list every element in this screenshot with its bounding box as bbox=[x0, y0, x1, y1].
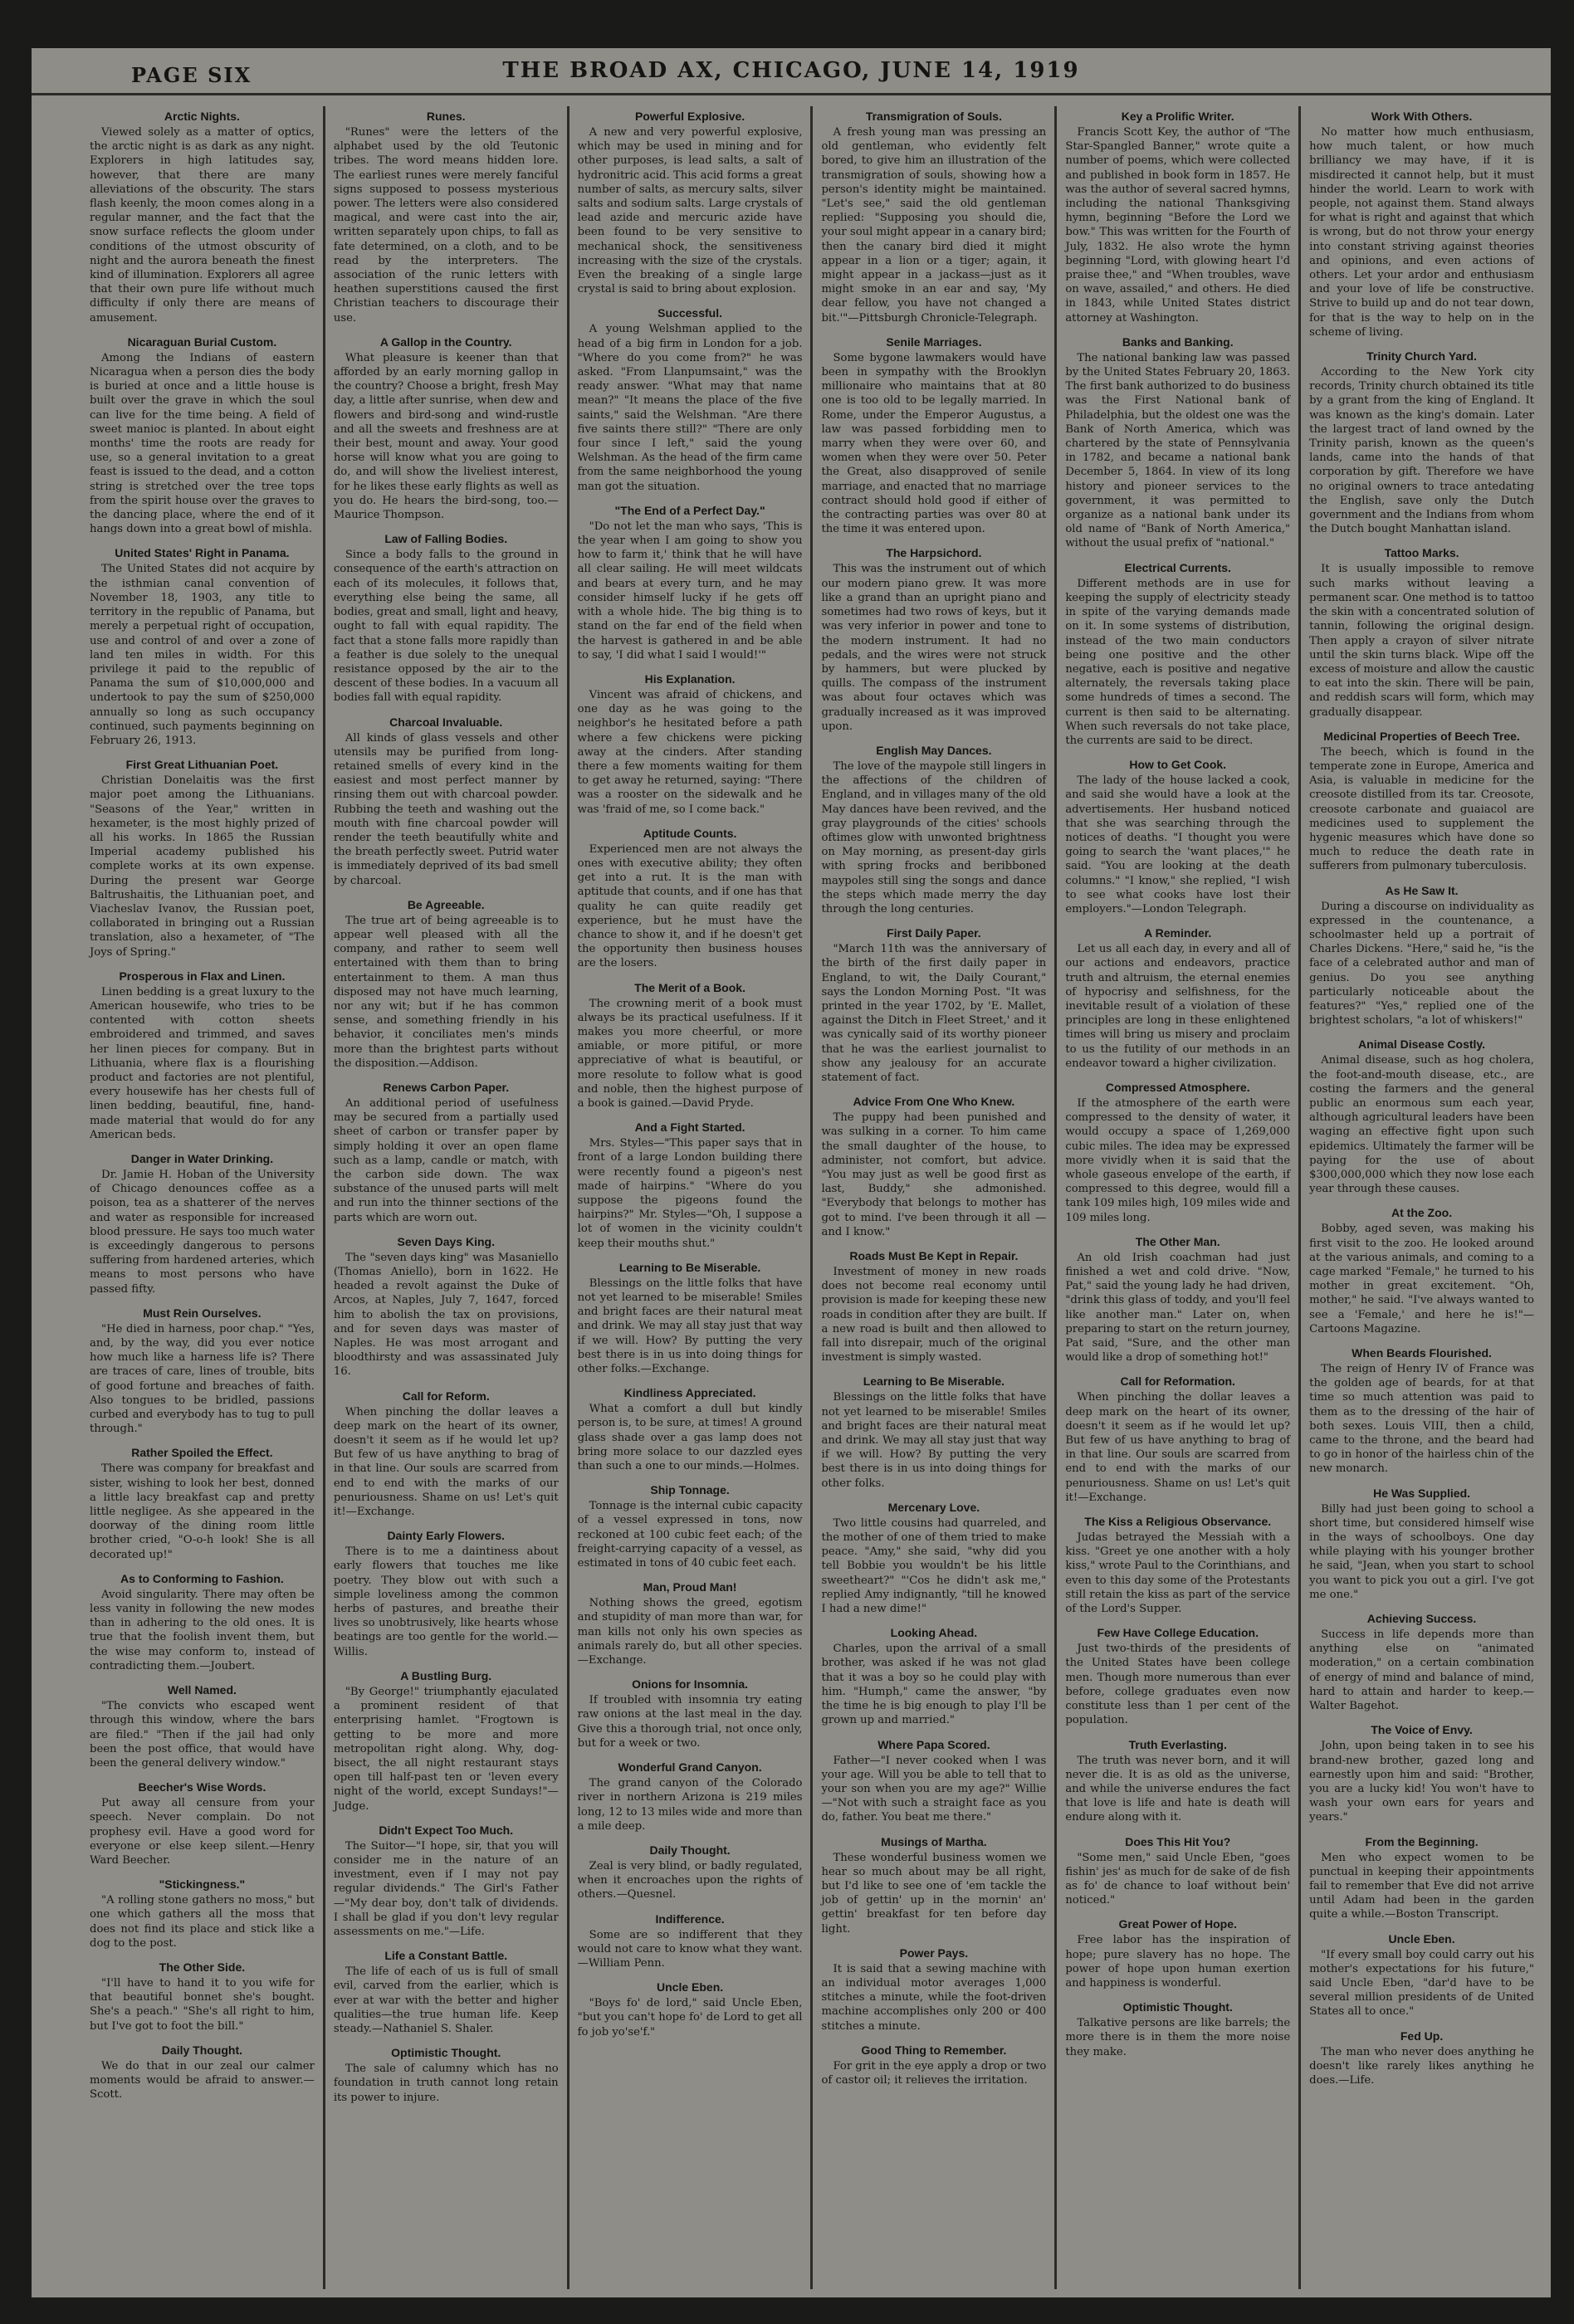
article-body: Bobby, aged seven, was making his first visit to the zoo. He looked around at the various animals, and coming to a cage marked "Female," he turned to his mother in great excitement. "Oh, mother," he said. "I've always wanted to see a 'Female,' and here he is!"—Cartoons Magazine. bbox=[1309, 1223, 1534, 1335]
article-headline: Looking Ahead. bbox=[890, 1626, 978, 1640]
article-headline: Power Pays. bbox=[899, 1946, 969, 1960]
article bbox=[1065, 335, 1290, 551]
article-headline: First Daily Paper. bbox=[887, 926, 981, 940]
article-body: Father—"I never cooked when I was your age. Will you be able to tell that to your son when you are my age?" Willie—"Not with such a straight face as you do, father. You beat me there." bbox=[821, 1754, 1047, 1824]
article-body: Blessings on the little folks that have not yet learned to be miserable! Smiles and bright faces are their natural meat and drink. We may all stay just that way if we will. How? By putting the very best there is in us into doing things for other folks. bbox=[821, 1391, 1047, 1490]
article bbox=[1065, 561, 1290, 748]
article bbox=[90, 1960, 315, 2034]
article bbox=[578, 1386, 803, 1473]
article-headline: At the Zoo. bbox=[1391, 1206, 1453, 1220]
article bbox=[90, 758, 315, 959]
article-body: The grand canyon of the Colorado river in northern Arizona is 219 miles long, 12 to 13 miles wide and more than a mile deep. bbox=[577, 1777, 803, 1833]
article-body: "I'll have to hand it to you wife for that beautiful bonnet she's bought. She's a peach." "She's all right to him, but I've got to foot the bill." bbox=[90, 1976, 315, 2033]
article-body: "March 11th was the anniversary of the birth of the first daily paper in England, to wit, the Daily Courant," says the London Morning Post. "It was printed in the year 1702, by 'E. Mallet, against the Ditch in Fleet Street,' and it was cynically said of its worthy pioneer that he was the earliest journalist to show any jealousy for an accurate statement of fact. bbox=[821, 943, 1047, 1084]
article-headline: Rather Spoiled the Effect. bbox=[131, 1446, 273, 1460]
article-headline: Powerful Explosive. bbox=[634, 110, 745, 123]
article-body: Experienced men are not always the ones with executive ability; they often get into a rut. It is the man with aptitude that counts, and if one has that quality he can quite readily get experience, but he must have the chance to show it, and if he doesn't get the opportunity then business houses are the losers. bbox=[577, 842, 803, 970]
article bbox=[90, 1306, 315, 1437]
article-body: The man who never does anything he doesn't like rarely likes anything he does.—Life. bbox=[1309, 2045, 1534, 2087]
article bbox=[1065, 2000, 1290, 2059]
article-body: The love of the maypole still lingers in the affections of the children of England, and in villages many of the old May dances have been revived, and the gray playgrounds of the cities' schools oftimes glow with unwonted brightness on May morning, as present-day girls with spring frocks and beribboned maypoles still sing the songs and dance the steps which made merry the day through the long centuries. bbox=[821, 759, 1047, 915]
article-body: The lady of the house lacked a cook, and said she would have a look at the advertisements. Her husband noticed that she was searching through the notices of deaths. "I thought you were going to search the 'want places,'" he said. "You are looking at the death columns." "I know," she replied, "I wish to see what cooks have lost their employers."—London Telegraph. bbox=[1065, 774, 1291, 915]
article-headline: The Other Side. bbox=[159, 1960, 246, 1974]
article-headline: "Stickingness." bbox=[159, 1877, 246, 1892]
article-body: Billy had just been going to school a short time, but considered himself wise in the ways of schoolboys. One day while playing with his younger brother he said, "Jean, when you start to school you want to pick you out a girl. I've got me one." bbox=[1309, 1502, 1534, 1601]
article bbox=[821, 744, 1046, 916]
article-body: What pleasure is keener than that afforded by an early morning gallop in the country? Choose a bright, fresh May day, a little after sunrise, when dew and flowers and bird-song and wind-rustle and all the sweets and freshness are at their best, mount and away. Your good horse will know what you are going to do, and will show the liveliest interest, for he likes these early flights as well as you do. He hears the bird-song, too.—Maurice Thompson. bbox=[333, 351, 559, 522]
article-body: This was the instrument out of which our modern piano grew. It was more like a grand than an upright piano and sometimes had two rows of keys, but it was very inferior in power and tone to the modern instrument. It had no pedals, and the wires were not struck by hammers, but were plucked by quills. The compass of the instrument was about four octaves which was gradually increased as it was improved upon. bbox=[821, 563, 1047, 733]
article-body: What a comfort a dull but kindly person is, to be sure, at times! A ground glass shade over a gas lamp does not bring more solace to our dazzled eyes than such a one to our minds.—Holmes. bbox=[577, 1403, 803, 1473]
article-body: We do that in our zeal our calmer moments would be afraid to answer.—Scott. bbox=[90, 2059, 315, 2102]
article-headline: Compressed Atmosphere. bbox=[1105, 1080, 1250, 1094]
article-headline: Truth Everlasting. bbox=[1128, 1737, 1227, 1751]
article bbox=[90, 546, 315, 748]
article bbox=[578, 1760, 803, 1833]
article bbox=[1309, 1346, 1534, 1477]
article-headline: Ship Tonnage. bbox=[650, 1483, 730, 1497]
article-headline: Prosperous in Flax and Linen. bbox=[119, 969, 286, 983]
article-headline: Man, Proud Man! bbox=[643, 1580, 737, 1594]
article-body: Talkative persons are like barrels; the more there is in them the more noise they make. bbox=[1065, 2017, 1291, 2058]
article-headline: Life a Constant Battle. bbox=[384, 1949, 508, 1963]
article-body: Judas betrayed the Messiah with a kiss. "Greet ye one another with a holy kiss," wrote Paul to the Corinthians, and even to this day some of the Protestants still retain the kiss as part of the service of the Lord's Supper. bbox=[1065, 1531, 1291, 1616]
article-headline: Didn't Expect Too Much. bbox=[379, 1823, 514, 1837]
article-body: "Do not let the man who says, 'This is the year when I am going to show you how to farm it,' think that he will have all clear sailing. He will meet wildcats and bears at every turn, and he may consider himself lucky if he gets off with a whole hide. The big thing is to stand on the far end of the field when the harvest is gathered in and be able to say, 'I did what I said I would!'" bbox=[577, 520, 803, 662]
article bbox=[821, 1374, 1046, 1490]
article bbox=[578, 672, 803, 817]
article-headline: Animal Disease Costly. bbox=[1358, 1038, 1486, 1052]
article-headline: English May Dances. bbox=[876, 743, 992, 757]
article bbox=[90, 2043, 315, 2102]
article-body: "A rolling stone gathers no moss," but one which gathers all the moss that does not find its place and stick like a dog to the post. bbox=[90, 1894, 315, 1950]
article-headline: How to Get Cook. bbox=[1129, 758, 1227, 772]
article-body: Vincent was afraid of chickens, and one day as he was going to the neighbor's he hesitated before a path where a few chickens were picking away at the cinders. After standing there a few moments waiting for them to get away he returned, saying: "There was a rooster on the sidewalk and he was 'fraid of me, so I come back." bbox=[577, 688, 803, 816]
article-body: Nothing shows the greed, egotism and stupidity of man more than war, for man kills not only his own species as animals rarely do, but all other species.—Exchange. bbox=[577, 1597, 803, 1667]
article bbox=[578, 110, 803, 296]
article-headline: Must Rein Ourselves. bbox=[143, 1306, 262, 1320]
article bbox=[1309, 1612, 1534, 1713]
article bbox=[821, 1946, 1046, 2034]
article bbox=[1309, 884, 1534, 1028]
article-headline: Where Papa Scored. bbox=[877, 1737, 990, 1751]
article bbox=[1065, 1917, 1290, 1990]
article-body: During a discourse on individuality as expressed in the countenance, a schoolmaster held up a portrait of Charles Dickens. "Here," said he, "is the face of a celebrated author and man of genius. Do you see anything particularly noticeable about the features?" "Yes," replied one of the brightest scholars, "a lot of whiskers!" bbox=[1309, 900, 1534, 1028]
article-headline: Aptitude Counts. bbox=[643, 826, 737, 840]
article bbox=[578, 504, 803, 662]
article bbox=[1065, 1515, 1290, 1616]
article bbox=[334, 1235, 559, 1379]
masthead bbox=[32, 48, 1551, 95]
article bbox=[1309, 1487, 1534, 1602]
paper-title-date: THE BROAD AX, CHICAGO, JUNE 14, 1919 bbox=[502, 58, 1080, 83]
column-3 bbox=[567, 106, 811, 2289]
article-body: These wonderful business women we hear so much about may be all right, but I'd like to see one of 'em tackle the job of gettin' up in the mornin' an' gettin' breakfast for ten before day light. bbox=[821, 1851, 1047, 1936]
article bbox=[334, 715, 559, 888]
article-headline: He Was Supplied. bbox=[1373, 1486, 1471, 1500]
article bbox=[821, 1626, 1046, 1727]
column-2 bbox=[323, 106, 567, 2289]
article-headline: Fed Up. bbox=[1400, 2029, 1444, 2043]
article-body: Dr. Jamie H. Hoban of the University of Chicago denounces coffee as a poison, tea as a shatterer of the nerves and water as responsible for increased blood pressure. He says too much water is exceedingly dangerous to persons suffering from hardened arteries, which means to most persons who have passed fifty. bbox=[90, 1169, 315, 1296]
article bbox=[1065, 926, 1290, 1071]
article bbox=[1065, 1081, 1290, 1225]
article-headline: "The End of a Perfect Day." bbox=[614, 503, 765, 517]
article-headline: Well Named. bbox=[167, 1683, 237, 1697]
article-headline: Banks and Banking. bbox=[1122, 334, 1234, 349]
article-body: For grit in the eye apply a drop or two of castor oil; it relieves the irritation. bbox=[821, 2059, 1047, 2087]
article bbox=[334, 1949, 559, 2036]
article-body: Mrs. Styles—"This paper says that in front of a large London building there were recently found a pigeon's nest made of hairpins." "Where do you suppose the pigeons found the hairpins?" Mr. Styles—"Oh, I suppose a lot of women in the vicinity couldn't keep their mouths shut." bbox=[577, 1137, 803, 1250]
article-headline: Medicinal Properties of Beech Tree. bbox=[1323, 729, 1520, 743]
article-headline: His Explanation. bbox=[644, 671, 736, 686]
article-body: An additional period of usefulness may be secured from a partially used sheet of carbon or transfer paper by simply holding it over an open flame such as a lamp, candle or match, with the carbon side down. The wax substance of the unused parts will melt and run into the thinner sections of the parts which are worn out. bbox=[333, 1096, 559, 1224]
article bbox=[578, 1677, 803, 1750]
article-body: Zeal is very blind, or badly regulated, when it encroaches upon the rights of others.—Quesnel. bbox=[577, 1859, 803, 1902]
page-number: PAGE SIX bbox=[131, 63, 252, 87]
article bbox=[821, 1249, 1046, 1365]
article-headline: Few Have College Education. bbox=[1097, 1626, 1259, 1640]
article bbox=[578, 1912, 803, 1971]
article bbox=[821, 110, 1046, 325]
article-body: Charles, upon the arrival of a small brother, was asked if he was not glad that it was a boy so he could play with him. "Humph," came the answer, "by the time he is big enough to play I'll be grown up and married." bbox=[821, 1643, 1047, 1727]
article bbox=[1065, 1738, 1290, 1825]
column-1 bbox=[81, 106, 323, 2289]
article bbox=[578, 981, 803, 1111]
article bbox=[90, 110, 315, 325]
article bbox=[90, 969, 315, 1142]
article bbox=[1309, 349, 1534, 536]
article-body: John, upon being taken in to see his brand-new brother, gazed long and earnestly upon him and said: "Brother, you are a lucky kid! You won't have to wash your own ears for years and years." bbox=[1309, 1740, 1534, 1824]
article-body: Francis Scott Key, the author of "The Star-Spangled Banner," wrote quite a number of poems, which were collected and published in book form in 1857. He was the author of several sacred hymns, including the national Thanksgiving hymn, beginning "Before the Lord we bow." This was written for the Fourth of July, 1832. He also wrote the hymn beginning "Lord, with glowing heart I'd praise thee," and "When troubles, wave on wave, assailed," and others. He died in 1843, while United States district attorney at Washington. bbox=[1065, 126, 1291, 325]
article-body: The truth was never born, and it will never die. It is as old as the universe, and while the universe endures the fact that love is life and hate is death will endure along with it. bbox=[1065, 1754, 1291, 1824]
column-5 bbox=[1054, 106, 1298, 2289]
article bbox=[334, 335, 559, 522]
article bbox=[578, 1580, 803, 1667]
article bbox=[821, 335, 1046, 537]
article-headline: Call for Reformation. bbox=[1120, 1374, 1235, 1389]
article-body: If the atmosphere of the earth were compressed to the density of water, it would occupy a space of 1,269,000 cubic miles. The idea may be expressed more vividly when it is said that the whole gaseous envelope of the earth, if compressed to this degree, would fill a tank 109 miles high, 109 miles wide and 109 miles long. bbox=[1065, 1096, 1291, 1224]
article-body: "Boys fo' de lord," said Uncle Eben, "but you can't hope fo' de Lord to get all fo job yo'se'f." bbox=[577, 1997, 803, 2038]
article-body: Avoid singularity. There may often be less vanity in following the new modes than in adhering to the old ones. It is true that the foolish invent them, but the wise may conform to, instead of contradicting them.—Joubert. bbox=[90, 1588, 315, 1672]
article-headline: First Great Lithuanian Poet. bbox=[125, 758, 279, 772]
article-body: According to the New York city records, Trinity church obtained its title by a grant from the king of England. It was known as the king's domain. Later the largest tract of land owned by the Trinity parish, known as the queen's lands, came into the hands of that corporation by gift. Therefore we have no original owners to trace antedating the English, save only the Dutch government and the Indians from whom the Dutch bought Manhattan island. bbox=[1309, 366, 1534, 536]
article bbox=[821, 546, 1046, 733]
article-body: "If every small boy could carry out his mother's expectations for his future," said Uncle Eben, "dar'd have to be several million presidents of de United States all to once." bbox=[1309, 1948, 1534, 2019]
article-headline: Daily Thought. bbox=[161, 2043, 243, 2057]
article-headline: A Reminder. bbox=[1144, 926, 1212, 940]
article-columns bbox=[81, 106, 1542, 2289]
article-headline: Danger in Water Drinking. bbox=[130, 1152, 274, 1165]
column-4 bbox=[810, 106, 1054, 2289]
article-headline: Roads Must Be Kept in Repair. bbox=[849, 1249, 1019, 1263]
article-body: All kinds of glass vessels and other utensils may be purified from long-retained smells of every kind in the easiest and most perfect manner by rinsing them out with charcoal powder. Rubbing the teeth and washing out the mouth with fine charcoal powder will render the teeth beautifully white and the breath perfectly sweet. Putrid water is immediately deprived of its bad smell by charcoal. bbox=[333, 731, 559, 887]
article-headline: A Gallop in the Country. bbox=[379, 334, 512, 349]
article bbox=[821, 1835, 1046, 1936]
article-headline: Great Power of Hope. bbox=[1118, 1917, 1237, 1931]
article-body: Some bygone lawmakers would have been in sympathy with the Brooklyn millionaire who maintains that at 80 one is too old to be legally married. In Rome, under the Emperor Augustus, a law was passed forbidding men to marry when they were over 60, and women when they were over 50. Peter the Great, also disapproved of senile marriage, and enacted that no marriage contract should hold good if either of the contracting parties was over 80 at the time it was entered upon. bbox=[821, 351, 1047, 536]
article-headline: Uncle Eben. bbox=[1388, 1931, 1455, 1946]
article bbox=[90, 1572, 315, 1673]
article-headline: When Beards Flourished. bbox=[1352, 1346, 1492, 1360]
article-body: The Suitor—"I hope, sir, that you will consider me in the nature of an investment, even if I may not pay regular dividends." The Girl's Father—"My dear boy, don't talk of dividends. I shall be glad if you don't levy regular assessments on me."—Life. bbox=[333, 1839, 559, 1938]
article-headline: Onions for Insomnia. bbox=[632, 1677, 749, 1692]
article-headline: The Harpsichord. bbox=[886, 546, 982, 560]
newspaper-page bbox=[32, 48, 1551, 2297]
article-headline: Mercenary Love. bbox=[887, 1500, 980, 1514]
article-headline: Good Thing to Remember. bbox=[861, 2043, 1007, 2057]
article-body: Just two-thirds of the presidents of the United States have been college men. Though more numerous than ever before, college graduates even now constitute less than 1 per cent of the population. bbox=[1065, 1643, 1291, 1727]
article-headline: Seven Days King. bbox=[397, 1234, 495, 1248]
article-headline: Advice From One Who Knew. bbox=[853, 1095, 1015, 1109]
article bbox=[1309, 1038, 1534, 1196]
article-body: Among the Indians of eastern Nicaragua when a person dies the body is buried at once and a little house is built over the grave in which the soul can live for the time being. A field of sweet manioc is planted. In about eight months' time the roots are ready for use, so a general invitation to a great feast is issued to the dead, and a cotton string is stretched over the tree tops from the spirit house over the graves to the dancing place, where the end of it hangs down into a great bowl of mishla. bbox=[90, 351, 315, 536]
article bbox=[578, 1261, 803, 1376]
article-headline: A Bustling Burg. bbox=[400, 1668, 492, 1682]
article bbox=[334, 1529, 559, 1659]
article bbox=[1309, 1723, 1534, 1824]
article-headline: Key a Prolific Writer. bbox=[1121, 110, 1234, 123]
article-body: Different methods are in use for keeping the supply of electricity steady in spite of the varying demands made on it. In some systems of distribution, instead of the two main conductors being one positive and the other negative, each is positive and negative alternately, the reversals taking place some hundreds of times a second. The current is then said to be alternating. When such reversals do not take place, the currents are said to be direct. bbox=[1065, 577, 1291, 747]
article-headline: And a Fight Started. bbox=[634, 1120, 745, 1135]
article-body: The reign of Henry IV of France was the golden age of beards, for at that time so much attention was paid to them as to the dressing of the hair of both sexes. Louis VIII, then a child, came to the throne, and the beard had to go in honor of the hairless chin of the new monarch. bbox=[1309, 1363, 1534, 1476]
article bbox=[578, 1843, 803, 1902]
article-headline: Renews Carbon Paper. bbox=[383, 1080, 510, 1094]
article bbox=[1309, 110, 1534, 339]
article-headline: Successful. bbox=[657, 306, 722, 320]
article-headline: Beecher's Wise Words. bbox=[138, 1780, 266, 1794]
column-6 bbox=[1298, 106, 1542, 2289]
article-body: Since a body falls to the ground in consequence of the earth's attraction on each of its molecules, it follows that, everything else being the same, all bodies, great and small, light and heavy, ought to fall with equal rapidity. The fact that a stone falls more rapidly than a feather is due solely to the unequal resistance opposed by the air to the descent of these bodies. In a vacuum all bodies fall with equal rapidity. bbox=[333, 549, 559, 705]
article bbox=[1309, 1835, 1534, 1922]
article bbox=[578, 306, 803, 493]
article-body: Animal disease, such as hog cholera, the foot-and-mouth disease, etc., are costing the farmers and the general public an enormous sum each year, although agricultural leaders have been waging an effective fight upon such epidemics. Ultimately the farmer will be paying for the use of about $300,000,000 which they now lose each year through these causes. bbox=[1309, 1054, 1534, 1196]
article bbox=[821, 1095, 1046, 1239]
article bbox=[334, 532, 559, 705]
article bbox=[90, 335, 315, 537]
article bbox=[1309, 2029, 1534, 2088]
article-body: The true art of being agreeable is to appear well pleased with all the company, and rather to seem well entertained with them than to bring entertainment to them. A man thus disposed may not have much learning, nor any wit; but if he has common sense, and something friendly in his behavior, it conciliates men's minds more than the brightest parts without the disposition.—Addison. bbox=[333, 914, 559, 1070]
article bbox=[1309, 546, 1534, 719]
article-headline: Nicaraguan Burial Custom. bbox=[127, 334, 277, 349]
article-headline: Tattoo Marks. bbox=[1384, 546, 1459, 560]
article-body: Some are so indifferent that they would not care to know what they want.—William Penn. bbox=[577, 1928, 803, 1970]
article bbox=[821, 1738, 1046, 1825]
article-body: Men who expect women to be punctual in keeping their appointments fail to remember that Eve did not arrive until Adam had been in the garden quite a while.—Boston Transcript. bbox=[1309, 1851, 1534, 1921]
article-headline: Arctic Nights. bbox=[164, 110, 240, 123]
article bbox=[334, 2046, 559, 2105]
article-body: The "seven days king" was Masaniello (Thomas Aniello), born in 1622. He headed a revolt against the Duke of Arcos, at Naples, July 7, 1647, forced him to abolish the tax on provisions, and for seven days was master of Naples. He was most arrogant and bloodthirsty and was assassinated July 16. bbox=[333, 1251, 559, 1379]
article-body: Viewed solely as a matter of optics, the arctic night is as dark as any night. Explorers in high latitudes say, however, that there are many alleviations of the obscurity. The stars flash keenly, the moon comes along in a regular manner, and the fact that the snow surface reflects the gloom under conditions of the utmost obscurity of night and the aurora beneath the finest kind of illumination. Explorers all agree that their own pure life without much difficulty if only there are means of amusement. bbox=[90, 126, 315, 325]
article-headline: Work With Others. bbox=[1371, 110, 1473, 123]
article-body: "By George!" triumphantly ejaculated a prominent resident of that enterprising hamlet. "Frogtown is getting to be more and more metropolitan right along. Why, dog-bisect, the all night restaurant stays open till half-past ten or 'leven every night of the world, except Sundays!"—Judge. bbox=[333, 1685, 559, 1813]
article bbox=[90, 1152, 315, 1296]
article-body: If troubled with insomnia try eating raw onions at the last meal in the day. Give this a thorough trial, not once only, but for a week or two. bbox=[577, 1694, 803, 1750]
article-headline: Indifference. bbox=[655, 1911, 725, 1926]
article-body: Christian Donelaitis was the first major poet among the Lithuanians. "Seasons of the Year," written in hexameter, is the most highly prized of all his works. In 1865 the Russian Imperial academy published his complete works at its own expense. During the present war George Baltrushaitis, the Lithuanian poet, and Viacheslav Ivanov, the Russian poet, collaborated in bringing out a Russian translation, also a hexameter, of "The Joys of Spring." bbox=[90, 774, 315, 959]
article bbox=[1309, 730, 1534, 874]
article-body: The United States did not acquire by the isthmian canal convention of November 18, 1903, any title to territory in the republic of Panama, but merely a perpetual right of occupation, use and control of and over a zone of land ten miles in width. For this privilege it paid to the republic of Panama the sum of $10,000,000 and undertook to pay the sum of $250,000 annually so long as such occupancy continued, such payments beginning on February 26, 1913. bbox=[90, 563, 315, 747]
article-body: "Runes" were the letters of the alphabet used by the old Teutonic tribes. The word means hidden lore. The earliest runes were merely fanciful signs supposed to possess mysterious power. The letters were also considered magical, and were cast into the air, written separately upon chips, to fall as fate determined, on a cloth, and to be read by the interpreters. The association of the runic letters with heathen superstitions caused the first Christian teachers to discourage their use. bbox=[333, 126, 559, 325]
article-headline: Trinity Church Yard. bbox=[1366, 349, 1477, 364]
article bbox=[334, 1389, 559, 1520]
article-headline: Optimistic Thought. bbox=[1122, 2000, 1233, 2014]
article-body: When pinching the dollar leaves a deep mark on the heart of its owner, doesn't it seem as if he would let up? But few of us have anything to brag of in that line. Our souls are scarred from end to end with the marks of our penuriousness. Shame on us! Let's quit it!—Exchange. bbox=[333, 1405, 559, 1519]
article-headline: Dainty Early Flowers. bbox=[387, 1529, 506, 1543]
article bbox=[1065, 110, 1290, 325]
article-headline: Senile Marriages. bbox=[886, 334, 982, 349]
article-headline: As to Conforming to Fashion. bbox=[120, 1571, 284, 1585]
article-headline: Does This Hit You? bbox=[1125, 1834, 1231, 1848]
article-headline: Be Agreeable. bbox=[407, 897, 485, 911]
article bbox=[1065, 1374, 1290, 1505]
article bbox=[90, 1877, 315, 1950]
article bbox=[578, 1483, 803, 1570]
article bbox=[1065, 1835, 1290, 1908]
article bbox=[90, 1446, 315, 1561]
article bbox=[334, 1824, 559, 1939]
article-body: The beech, which is found in the temperate zone in Europe, America and Asia, is valuable in medicine for the creosote distilled from its tar. Creosote, creosote carbonate and guaiacol are medicines used to supplement the hygenic measures which have done so much to reduce the death rate in sufferers from pulmonary tuberculosis. bbox=[1309, 745, 1534, 873]
article-headline: Charcoal Invaluable. bbox=[389, 715, 503, 729]
article-body: It is said that a sewing machine with an individual motor averages 1,000 stitches a minute, while the foot-driven machine accomplishes only 200 or 400 stitches a minute. bbox=[821, 1962, 1047, 2033]
article-headline: The Merit of a Book. bbox=[634, 980, 745, 994]
article-body: "He died in harness, poor chap." "Yes, and, by the way, did you ever notice how much like a harness life is? There are traces of care, lines of trouble, bits of good fortune and breaches of faith. Also tongues to be bridled, passions curbed and everybody has to tug to pull through." bbox=[90, 1322, 315, 1436]
article-body: Blessings on the little folks that have not yet learned to be miserable! Smiles and bright faces are their natural meat and drink. We may all stay just that way if we will. How? By putting the very best there is in us into doing things for other folks.—Exchange. bbox=[577, 1277, 803, 1376]
article-headline: Learning to Be Miserable. bbox=[863, 1374, 1005, 1389]
article-body: Linen bedding is a great luxury to the American housewife, who tries to be contented with cotton sheets embroidered and trimmed, and saves her linen pieces for company. But in Lithuania, where flax is a flourishing product and factories are not plentiful, every housewife has her chests full of linen bedding, beautiful, fine, hand-made material that would do for any American beds. bbox=[90, 985, 315, 1141]
article-headline: Musings of Martha. bbox=[881, 1834, 987, 1848]
article-headline: Electrical Currents. bbox=[1124, 560, 1231, 574]
article bbox=[821, 2043, 1046, 2087]
article bbox=[1309, 1206, 1534, 1336]
article-headline: Learning to Be Miserable. bbox=[618, 1260, 761, 1274]
article-headline: Law of Falling Bodies. bbox=[384, 532, 508, 546]
article-body: The puppy had been punished and was sulking in a corner. To him came the small daughter of the house, to administer, not comfort, but advice. "You may just as well be good first as last, Buddy," she admonished. "Everybody that belongs to mother has got to mind. I've been through it all —and I know." bbox=[821, 1111, 1047, 1238]
article-headline: Optimistic Thought. bbox=[391, 2046, 501, 2060]
article-body: A fresh young man was pressing an old gentleman, who evidently felt bored, to give him an illustration of the transmigration of souls, showing how a person's identity might be maintained. "Let's see," said the old gentleman replied: "Supposing you should die, your soul might appear in a canary bird; then the canary bird died it might appear in a lion or a tiger; again, it might appear in a jackass—just as it might smoke in an ear and say, 'My dear fellow, you have not changed a bit.'"—Pittsburgh Chronicle-Telegraph. bbox=[821, 126, 1047, 325]
article bbox=[1065, 1235, 1290, 1365]
article-body: Success in life depends more than anything else on "animated moderation," on a certain combination of energy of mind and balance of mind, hard to attain and harder to keep.—Walter Bagehot. bbox=[1309, 1628, 1534, 1713]
article-body: There is to me a daintiness about early flowers that touches me like poetry. They blow out with such a simple loveliness among the common herbs of pastures, and breathe their lives so unobtrusively, like hearts whose beatings are too gentle for the world.—Willis. bbox=[333, 1545, 559, 1658]
article-body: Two little cousins had quarreled, and the mother of one of them tried to make peace. "Amy," she said, "why did you tell Bobbie you wouldn't be his little sweetheart?" "'Cos he didn't ask me," replied Amy indignantly, "till he knowed I had a new dime!" bbox=[821, 1516, 1047, 1616]
article-body: Investment of money in new roads does not become real economy until provision is made for keeping these new roads in condition after they are built. If a new road is built and then allowed to fall into disrepair, much of the original investment is simply wasted. bbox=[821, 1266, 1047, 1365]
article bbox=[578, 1120, 803, 1251]
article-body: The life of each of us is full of small evil, carved from the earlier, which is ever at war with the better and higher qualities—the true human life. Keep steady.—Nathaniel S. Shaler. bbox=[333, 1965, 559, 2035]
article bbox=[1065, 1626, 1290, 1727]
article-body: An old Irish coachman had just finished a wet and cold drive. "Now, Pat," said the young lady he had driven, "drink this glass of toddy, and you'll feel like another man." Later on, when preparing to start on the return journey, Pat said, "Sure, and the other man would like a drop of something hot!" bbox=[1065, 1251, 1291, 1365]
article-headline: Daily Thought. bbox=[649, 1843, 731, 1857]
article-headline: The Other Man. bbox=[1135, 1234, 1220, 1248]
article-headline: Achieving Success. bbox=[1366, 1612, 1477, 1626]
article-body: Free labor has the inspiration of hope; pure slavery has no hope. The power of hope upon human exertion and happiness is wonderful. bbox=[1065, 1934, 1291, 1990]
article-body: The national banking law was passed by the United States February 20, 1863. The first bank authorized to do business was the First National bank of Philadelphia, but the oldest one was the Bank of North America, which was chartered by the state of Pennsylvania in 1782, and became a national bank December 5, 1864. In view of its long history and pioneer services to the government, it was permitted to organize as a national bank under its old name of "Bank of North America," without the usual prefix of "national." bbox=[1065, 351, 1291, 550]
article bbox=[334, 110, 559, 325]
article-headline: Kindliness Appreciated. bbox=[623, 1386, 756, 1400]
article-body: When pinching the dollar leaves a deep mark on the heart of its owner, doesn't it seem as if he would let up? But few of us have anything to brag of in that line. Our souls are scarred from end to end with the marks of our penuriousness. Shame on us! Let's quit it!—Exchange. bbox=[1065, 1391, 1291, 1504]
article-headline: Runes. bbox=[426, 110, 466, 123]
article-headline: United States' Right in Panama. bbox=[115, 546, 290, 560]
article-body: "The convicts who escaped went through this window, where the bars are filed." "Then if the jail had only been the post office, that would have been the general delivery window." bbox=[90, 1700, 315, 1770]
article-headline: Call for Reform. bbox=[402, 1389, 490, 1403]
article bbox=[1309, 1932, 1534, 2019]
article-headline: The Voice of Envy. bbox=[1371, 1723, 1473, 1737]
article-body: Let us all each day, in every and all of our actions and endeavors, practice truth and altruism, the eternal enemies of hypocrisy and selfishness, for the inevitable result of a violation of these principles are long in these enlightened times will bring us misery and proclaim to us the futility of our methods in an endeavor toward a higher civilization. bbox=[1065, 943, 1291, 1070]
article-headline: As He Saw It. bbox=[1385, 883, 1459, 897]
article-body: "Some men," said Uncle Eben, "goes fishin' jes' as much for de sake of de fish as fo' de chance to loaf without bein' noticed." bbox=[1065, 1851, 1291, 1907]
article bbox=[821, 1501, 1046, 1616]
article-body: There was company for breakfast and sister, wishing to look her best, donned a little lacy breakfast cap and pretty little negligee. As she appeared in the doorway of the dining room little brother cried, "O-o-h look! She is all decorated up!" bbox=[90, 1462, 315, 1561]
article-body: Put away all censure from your speech. Never complain. Do not prophesy evil. Have a good word for everyone or else keep silent.—Henry Ward Beecher. bbox=[90, 1797, 315, 1867]
article bbox=[334, 1669, 559, 1814]
article bbox=[334, 898, 559, 1071]
article-body: A new and very powerful explosive, which may be used in mining and for other purposes, is lead salts, a salt of hydronitric acid. This acid forms a great number of salts, as mercury salts, silver salts and sodium salts. Large crystals of lead azide and mercuric azide have been found to be very sensitive to mechanical shock, the sensitiveness increasing with the size of the crystals. Even the breaking of a single large crystal is said to bring about explosion. bbox=[577, 126, 803, 296]
article bbox=[90, 1780, 315, 1868]
article-body: A young Welshman applied to the head of a big firm in London for a job. "Where do you come from?" he was asked. "From Llanpumsaint," was the ready answer. "What may that name mean?" "It means the place of the five saints," said the Welshman. "Are there five saints there still?" "There are only four since I left," said the young Welshman. As the head of the firm came from the same neighborhood the young man got the situation. bbox=[577, 323, 803, 493]
article-body: Tonnage is the internal cubic capacity of a vessel expressed in tons, now reckoned at 100 cubic feet each; of the freight-carrying capacity of a vessel, as estimated in tons of 40 cubic feet each. bbox=[577, 1500, 803, 1570]
article bbox=[578, 1980, 803, 2039]
article bbox=[1065, 758, 1290, 916]
article-headline: The Kiss a Religious Observance. bbox=[1084, 1515, 1272, 1529]
article-body: The crowning merit of a book must always be its practical usefulness. If it makes you more cheerful, or more amiable, or more pitiful, or more appreciative of what is beautiful, or more resolute to follow what is good and noble, then the highest purpose of a book is gained.—David Pryde. bbox=[577, 997, 803, 1110]
article-headline: Transmigration of Souls. bbox=[865, 110, 1002, 123]
article-headline: From the Beginning. bbox=[1365, 1834, 1479, 1848]
article bbox=[578, 827, 803, 971]
article-headline: Uncle Eben. bbox=[657, 1980, 724, 1994]
article-body: It is usually impossible to remove such marks without leaving a permanent scar. One method is to tattoo the skin with a concentrated solution of tannin, following the original design. Then apply a crayon of silver nitrate until the skin turns black. Wipe off the excess of moisture and allow the caustic to eat into the skin. There will be pain, and reddish scars will form, which may gradually disappear. bbox=[1309, 563, 1534, 719]
article bbox=[821, 926, 1046, 1085]
article bbox=[334, 1081, 559, 1225]
article-headline: Wonderful Grand Canyon. bbox=[618, 1760, 762, 1775]
article-body: The sale of calumny which has no foundation in truth cannot long retain its power to injure. bbox=[333, 2063, 559, 2104]
article bbox=[90, 1683, 315, 1770]
article-body: No matter how much enthusiasm, how much talent, or how much brilliancy we may have, if it is misdirected it cannot help, but it must hinder the world. Learn to work with people, not against them. Stand always for what is right and against that which is wrong, but do not throw your energy into constant striving against theories and opinions, and even actions of others. Let your ardor and enthusiasm and your love of life be constructive. Strive to build up and do not tear down, for that is the way to help on in the scheme of living. bbox=[1309, 126, 1534, 339]
